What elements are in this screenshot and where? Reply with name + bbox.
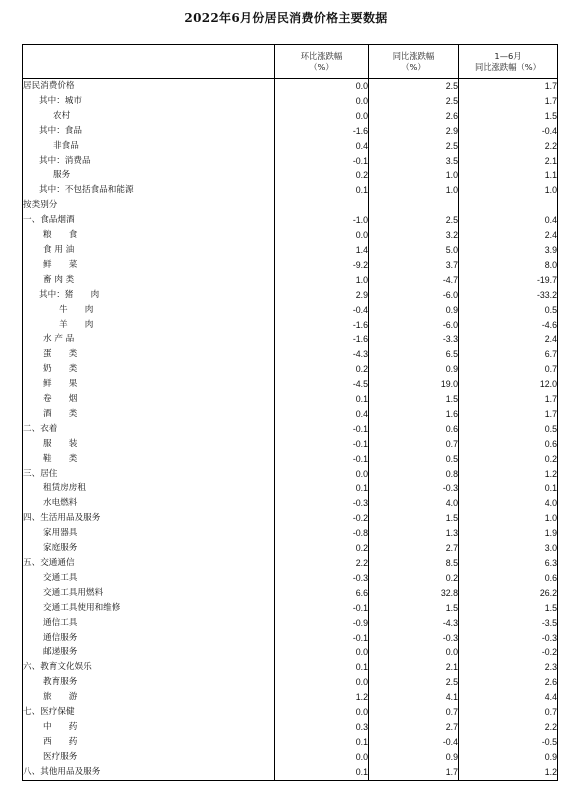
cell-ytd: 0.4 — [459, 213, 558, 228]
cell-mom: -1.0 — [275, 213, 369, 228]
row-label-cell — [23, 571, 275, 586]
cell-mom: -0.3 — [275, 496, 369, 511]
cell-yoy: 1.5 — [369, 392, 459, 407]
table-row — [23, 765, 558, 780]
cell-yoy: 3.5 — [369, 154, 459, 169]
cell-mom — [275, 198, 369, 213]
cell-mom: -0.2 — [275, 511, 369, 526]
row-label: 羊 肉 — [59, 319, 94, 330]
cell-yoy: 2.9 — [369, 124, 459, 139]
cell-mom: -0.3 — [275, 571, 369, 586]
cell-yoy: 6.5 — [369, 347, 459, 362]
table-row — [23, 392, 558, 407]
cell-ytd — [459, 198, 558, 213]
header-ytd — [459, 45, 558, 79]
cell-mom: 0.3 — [275, 720, 369, 735]
cell-mom: -0.1 — [275, 452, 369, 467]
row-label: 一、食品烟酒 — [23, 215, 75, 226]
cell-yoy: 5.0 — [369, 243, 459, 258]
row-label: 中 药 — [43, 721, 78, 732]
cell-mom: -0.8 — [275, 526, 369, 541]
row-label-cell — [23, 288, 275, 303]
row-label: 牛 肉 — [59, 304, 94, 315]
cell-ytd: 0.7 — [459, 705, 558, 720]
row-label: 八、其他用品及服务 — [23, 766, 101, 777]
row-label: 六、教育文化娱乐 — [23, 662, 92, 673]
row-label: 二、衣着 — [23, 423, 58, 434]
row-label: 交通工具用燃料 — [43, 587, 104, 598]
table-row — [23, 198, 558, 213]
cell-mom: -4.3 — [275, 347, 369, 362]
cell-ytd: 1.7 — [459, 407, 558, 422]
cell-yoy: 3.7 — [369, 258, 459, 273]
cell-yoy: 2.7 — [369, 720, 459, 735]
row-label-cell — [23, 139, 275, 154]
row-label: 奶 类 — [43, 364, 78, 375]
cell-yoy — [369, 198, 459, 213]
cell-mom: -0.1 — [275, 601, 369, 616]
cell-ytd: 0.7 — [459, 362, 558, 377]
table-row — [23, 750, 558, 765]
row-label: 水 产 品 — [43, 334, 75, 345]
table-row — [23, 660, 558, 675]
cell-mom: 0.0 — [275, 467, 369, 482]
row-label-cell — [23, 198, 275, 213]
cell-ytd: 0.6 — [459, 571, 558, 586]
row-label: 非食品 — [53, 140, 79, 151]
row-label-cell — [23, 735, 275, 750]
cell-ytd: -19.7 — [459, 273, 558, 288]
row-label-cell — [23, 168, 275, 183]
row-label: 其中：食品 — [39, 125, 82, 136]
row-label: 服 装 — [43, 438, 78, 449]
cell-yoy: 2.5 — [369, 139, 459, 154]
table-row — [23, 422, 558, 437]
cell-ytd: 6.3 — [459, 556, 558, 571]
table-header — [23, 45, 558, 79]
cell-mom: -0.1 — [275, 437, 369, 452]
table-row — [23, 452, 558, 467]
cell-mom: 1.4 — [275, 243, 369, 258]
header-mom-line2: （%） — [309, 61, 334, 72]
cell-yoy: -6.0 — [369, 318, 459, 333]
row-label: 水电燃料 — [43, 498, 78, 509]
table-row — [23, 273, 558, 288]
row-label-cell — [23, 332, 275, 347]
table-row — [23, 481, 558, 496]
cell-yoy: 0.9 — [369, 750, 459, 765]
cell-mom: 0.2 — [275, 168, 369, 183]
cell-mom: 6.6 — [275, 586, 369, 601]
cell-ytd: 1.5 — [459, 601, 558, 616]
table-row — [23, 720, 558, 735]
row-label-cell — [23, 526, 275, 541]
row-label: 鲜 菜 — [43, 259, 78, 270]
cell-ytd: 12.0 — [459, 377, 558, 392]
row-label-cell — [23, 511, 275, 526]
cell-yoy: -6.0 — [369, 288, 459, 303]
cell-mom: -9.2 — [275, 258, 369, 273]
table-row — [23, 437, 558, 452]
table-row — [23, 228, 558, 243]
cell-mom: 1.0 — [275, 273, 369, 288]
cell-yoy: 1.5 — [369, 511, 459, 526]
table-row — [23, 571, 558, 586]
row-label: 服务 — [53, 170, 71, 181]
cell-yoy: 19.0 — [369, 377, 459, 392]
cell-yoy: 2.5 — [369, 79, 459, 94]
row-label-cell — [23, 258, 275, 273]
row-label: 旅 游 — [43, 692, 78, 703]
cell-yoy: -3.3 — [369, 332, 459, 347]
table-row — [23, 690, 558, 705]
row-label: 食 用 油 — [43, 244, 75, 255]
row-label: 通信服务 — [43, 632, 78, 643]
cell-yoy: 2.6 — [369, 109, 459, 124]
row-label-cell — [23, 437, 275, 452]
row-label: 教育服务 — [43, 677, 78, 688]
table-row — [23, 288, 558, 303]
cell-yoy: 0.8 — [369, 467, 459, 482]
row-label: 其中：消费品 — [39, 155, 91, 166]
row-label-cell — [23, 273, 275, 288]
row-label: 交通工具 — [43, 572, 78, 583]
row-label-cell — [23, 675, 275, 690]
table-row — [23, 541, 558, 556]
header-yoy-line1: 同比涨跌幅 — [392, 50, 435, 61]
header-ytd-line1: 1—6月 — [494, 50, 522, 61]
cell-mom: -1.6 — [275, 318, 369, 333]
cell-yoy: -4.3 — [369, 616, 459, 631]
cell-ytd: 3.0 — [459, 541, 558, 556]
table-row — [23, 183, 558, 198]
table-row — [23, 496, 558, 511]
cell-ytd: 4.0 — [459, 496, 558, 511]
row-label-cell — [23, 392, 275, 407]
cell-mom: 0.0 — [275, 109, 369, 124]
row-label: 交通工具使用和维修 — [43, 602, 121, 613]
cell-mom: 0.0 — [275, 94, 369, 109]
row-label: 畜 肉 类 — [43, 274, 75, 285]
row-label-cell — [23, 601, 275, 616]
row-label: 五、交通通信 — [23, 558, 75, 568]
table-row — [23, 168, 558, 183]
row-label-cell — [23, 541, 275, 556]
cell-ytd: 1.0 — [459, 511, 558, 526]
row-label-cell — [23, 362, 275, 377]
cell-ytd: 0.5 — [459, 422, 558, 437]
row-label: 鲜 果 — [43, 379, 78, 390]
cell-mom: 0.4 — [275, 139, 369, 154]
cell-ytd: -0.2 — [459, 645, 558, 660]
cell-ytd: -4.6 — [459, 318, 558, 333]
cell-ytd: 1.2 — [459, 765, 558, 780]
row-label-cell — [23, 377, 275, 392]
row-label-cell — [23, 496, 275, 511]
row-label: 通信工具 — [43, 617, 78, 628]
row-label: 鞋 类 — [43, 453, 78, 464]
cell-ytd: 1.0 — [459, 183, 558, 198]
table-row — [23, 377, 558, 392]
row-label: 居民消费价格 — [23, 81, 75, 91]
header-mom-line1: 环比涨跌幅 — [300, 50, 343, 61]
cell-ytd: 3.9 — [459, 243, 558, 258]
row-label-cell — [23, 109, 275, 124]
cell-mom: 0.0 — [275, 750, 369, 765]
cell-ytd: -33.2 — [459, 288, 558, 303]
cell-yoy: 0.2 — [369, 571, 459, 586]
cell-yoy: 1.0 — [369, 183, 459, 198]
cell-yoy: 0.7 — [369, 705, 459, 720]
table-row — [23, 94, 558, 109]
cell-yoy: 0.0 — [369, 645, 459, 660]
row-label-cell — [23, 616, 275, 631]
row-label-cell — [23, 586, 275, 601]
cell-ytd: 2.4 — [459, 228, 558, 243]
row-label-cell — [23, 556, 275, 571]
row-label-cell — [23, 660, 275, 675]
table-row — [23, 362, 558, 377]
row-label-cell — [23, 645, 275, 660]
cell-mom: 1.2 — [275, 690, 369, 705]
table-row — [23, 258, 558, 273]
cell-yoy: -0.3 — [369, 631, 459, 646]
row-label-cell — [23, 467, 275, 482]
cell-ytd: 1.5 — [459, 109, 558, 124]
table-row — [23, 124, 558, 139]
row-label-cell — [23, 750, 275, 765]
table-row — [23, 556, 558, 571]
cell-yoy: 0.6 — [369, 422, 459, 437]
cell-yoy: 8.5 — [369, 556, 459, 571]
row-label: 粮 食 — [43, 230, 78, 241]
row-label: 邮递服务 — [43, 647, 78, 658]
cell-ytd: 0.6 — [459, 437, 558, 452]
row-label-cell — [23, 228, 275, 243]
table-row — [23, 318, 558, 333]
cell-yoy: 0.5 — [369, 452, 459, 467]
cell-yoy: 0.9 — [369, 362, 459, 377]
cell-mom: 2.2 — [275, 556, 369, 571]
row-label-cell — [23, 318, 275, 333]
cell-ytd: 0.5 — [459, 303, 558, 318]
cell-yoy: 1.3 — [369, 526, 459, 541]
cell-yoy: -0.4 — [369, 735, 459, 750]
row-label: 其中：不包括食品和能源 — [39, 185, 134, 196]
row-label: 酒 类 — [43, 408, 78, 419]
cell-mom: 0.1 — [275, 735, 369, 750]
cell-yoy: 4.0 — [369, 496, 459, 511]
row-label: 医疗服务 — [43, 751, 78, 762]
cell-mom: -0.4 — [275, 303, 369, 318]
row-label: 家用器具 — [43, 528, 78, 539]
row-label-cell — [23, 347, 275, 362]
row-label: 卷 烟 — [43, 394, 78, 405]
header-label-cell — [23, 45, 275, 79]
table-row — [23, 735, 558, 750]
row-label: 西 药 — [43, 736, 78, 747]
table-row — [23, 511, 558, 526]
cell-ytd: 8.0 — [459, 258, 558, 273]
row-label-cell — [23, 765, 275, 780]
cell-yoy: 1.5 — [369, 601, 459, 616]
cell-mom: 0.0 — [275, 228, 369, 243]
table-row — [23, 79, 558, 94]
table-row — [23, 645, 558, 660]
row-label-cell — [23, 79, 275, 94]
table-row — [23, 467, 558, 482]
cell-ytd: 26.2 — [459, 586, 558, 601]
row-label-cell — [23, 407, 275, 422]
row-label-cell — [23, 243, 275, 258]
cell-ytd: 1.7 — [459, 94, 558, 109]
row-label: 其中：猪 肉 — [39, 289, 100, 300]
document-title: 2022年6月份居民消费价格主要数据 — [184, 11, 388, 25]
row-label: 家庭服务 — [43, 543, 78, 554]
cell-mom: -0.9 — [275, 616, 369, 631]
header-ytd-line2: 同比涨跌幅（%） — [475, 61, 541, 72]
cell-yoy: 0.7 — [369, 437, 459, 452]
cell-yoy: -0.3 — [369, 481, 459, 496]
table-row — [23, 139, 558, 154]
row-label-cell — [23, 94, 275, 109]
row-label-cell — [23, 452, 275, 467]
table-row — [23, 675, 558, 690]
cell-yoy: 1.7 — [369, 765, 459, 780]
cell-mom: -4.5 — [275, 377, 369, 392]
cell-yoy: 2.5 — [369, 213, 459, 228]
cell-ytd: 2.1 — [459, 154, 558, 169]
row-label-cell — [23, 705, 275, 720]
cell-yoy: 4.1 — [369, 690, 459, 705]
cell-ytd: 1.7 — [459, 79, 558, 94]
cell-ytd: -3.5 — [459, 616, 558, 631]
row-label-cell — [23, 213, 275, 228]
cell-mom: -0.1 — [275, 154, 369, 169]
cell-mom: 0.2 — [275, 541, 369, 556]
table-row — [23, 243, 558, 258]
row-label-cell — [23, 183, 275, 198]
cell-mom: 0.1 — [275, 481, 369, 496]
cell-yoy: 2.5 — [369, 94, 459, 109]
cell-mom: -1.6 — [275, 332, 369, 347]
table-row — [23, 332, 558, 347]
cell-ytd: -0.3 — [459, 631, 558, 646]
table-row — [23, 213, 558, 228]
table-row — [23, 154, 558, 169]
header-mom — [275, 45, 369, 79]
cell-mom: 0.0 — [275, 705, 369, 720]
cell-mom: -0.1 — [275, 422, 369, 437]
cell-mom: 0.0 — [275, 79, 369, 94]
row-label: 三、居住 — [23, 468, 58, 479]
cell-ytd: 4.4 — [459, 690, 558, 705]
table-row — [23, 705, 558, 720]
cell-mom: -0.1 — [275, 631, 369, 646]
row-label: 按类别分 — [23, 200, 58, 211]
cell-yoy: 1.6 — [369, 407, 459, 422]
cell-yoy: 2.1 — [369, 660, 459, 675]
row-label: 农村 — [53, 110, 71, 121]
cell-mom: -1.6 — [275, 124, 369, 139]
cell-ytd: 6.7 — [459, 347, 558, 362]
cell-ytd: -0.5 — [459, 735, 558, 750]
cell-yoy: 32.8 — [369, 586, 459, 601]
table-row — [23, 601, 558, 616]
cell-ytd: 2.2 — [459, 720, 558, 735]
cell-mom: 0.0 — [275, 675, 369, 690]
table-row — [23, 586, 558, 601]
table-body — [23, 79, 558, 781]
table-row — [23, 347, 558, 362]
row-label-cell — [23, 422, 275, 437]
table-row — [23, 526, 558, 541]
cell-ytd: 0.2 — [459, 452, 558, 467]
cell-ytd: 1.9 — [459, 526, 558, 541]
cell-yoy: 3.2 — [369, 228, 459, 243]
cell-mom: 2.9 — [275, 288, 369, 303]
cell-yoy: -4.7 — [369, 273, 459, 288]
cell-mom: 0.4 — [275, 407, 369, 422]
cell-mom: 0.0 — [275, 645, 369, 660]
row-label-cell — [23, 154, 275, 169]
row-label-cell — [23, 303, 275, 318]
row-label: 七、医疗保健 — [23, 707, 75, 718]
row-label: 其中：城市 — [39, 95, 82, 106]
row-label: 蛋 类 — [43, 349, 78, 360]
table-row — [23, 109, 558, 124]
cell-ytd: 1.2 — [459, 467, 558, 482]
row-label-cell — [23, 481, 275, 496]
cell-ytd: 0.1 — [459, 481, 558, 496]
row-label-cell — [23, 690, 275, 705]
header-yoy-line2: （%） — [401, 61, 426, 72]
cpi-table — [22, 44, 558, 781]
cell-yoy: 2.7 — [369, 541, 459, 556]
cell-mom: 0.2 — [275, 362, 369, 377]
row-label-cell — [23, 631, 275, 646]
table-row — [23, 303, 558, 318]
table-row — [23, 616, 558, 631]
table-row — [23, 631, 558, 646]
row-label: 租赁房房租 — [43, 483, 86, 494]
cell-ytd: 1.1 — [459, 168, 558, 183]
cell-mom: 0.1 — [275, 660, 369, 675]
cell-mom: 0.1 — [275, 392, 369, 407]
row-label-cell — [23, 720, 275, 735]
cell-ytd: 2.2 — [459, 139, 558, 154]
cell-ytd: 2.6 — [459, 675, 558, 690]
cell-yoy: 0.9 — [369, 303, 459, 318]
row-label-cell — [23, 124, 275, 139]
cell-ytd: 2.4 — [459, 332, 558, 347]
cell-ytd: 0.9 — [459, 750, 558, 765]
cell-yoy: 1.0 — [369, 168, 459, 183]
cell-ytd: 2.3 — [459, 660, 558, 675]
header-yoy — [369, 45, 459, 79]
cell-ytd: -0.4 — [459, 124, 558, 139]
row-label: 四、生活用品及服务 — [23, 513, 101, 524]
table-row — [23, 407, 558, 422]
cell-mom: 0.1 — [275, 183, 369, 198]
cell-yoy: 2.5 — [369, 675, 459, 690]
cell-mom: 0.1 — [275, 765, 369, 780]
cell-ytd: 1.7 — [459, 392, 558, 407]
